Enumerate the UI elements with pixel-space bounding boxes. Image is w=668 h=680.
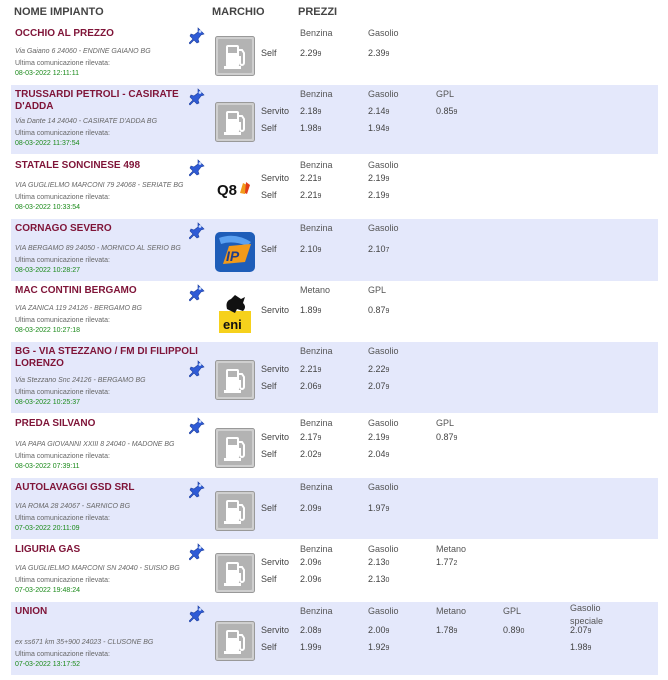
table-row[interactable] bbox=[11, 156, 658, 218]
fuel-type-header: Gasolio bbox=[368, 28, 399, 38]
fuel-type-header: Benzina bbox=[300, 89, 333, 99]
fuel-type-header: Gasolio speciale bbox=[570, 603, 604, 626]
station-address: VIA ZANICA 119 24126 - BERGAMO BG bbox=[15, 305, 142, 312]
last-communication-label: Ultima comunicazione rilevata: bbox=[15, 257, 110, 264]
table-row[interactable] bbox=[11, 24, 658, 84]
fuel-type-header: Benzina bbox=[300, 482, 333, 492]
map-pin-icon[interactable] bbox=[189, 417, 205, 435]
fuel-price: 1.789 bbox=[436, 625, 458, 635]
fuel-price: 2.049 bbox=[368, 449, 390, 459]
fuel-price: 2.199 bbox=[368, 190, 390, 200]
last-communication-label: Ultima comunicazione rilevata: bbox=[15, 651, 110, 658]
fuel-type-header: Metano bbox=[436, 544, 467, 554]
fuel-price: 0.859 bbox=[436, 106, 458, 116]
table-row[interactable] bbox=[11, 281, 658, 341]
fuel-price: 2.079 bbox=[368, 381, 390, 391]
service-type: Self bbox=[261, 381, 277, 391]
header-name: NOME IMPIANTO bbox=[14, 6, 104, 18]
fuel-type-header: Benzina bbox=[300, 606, 333, 616]
fuel-price: 2.149 bbox=[368, 106, 390, 116]
fuel-type-header: GPL bbox=[436, 89, 455, 99]
last-communication-date: 08-03-2022 10:33:54 bbox=[15, 204, 80, 211]
service-type: Servito bbox=[261, 432, 290, 442]
station-name[interactable]: OCCHIO AL PREZZO bbox=[15, 28, 114, 39]
station-address: Via Gaiano 6 24060 - ENDINE GAIANO BG bbox=[15, 48, 151, 55]
service-type: Self bbox=[261, 503, 277, 513]
last-communication-date: 07-03-2022 13:17:52 bbox=[15, 661, 80, 668]
fuel-type-header: Gasolio bbox=[368, 223, 399, 233]
fuel-type-header: Gasolio bbox=[368, 482, 399, 492]
station-name[interactable]: TRUSSARDI PETROLI - CASIRATE D'ADDA bbox=[15, 89, 179, 112]
fuel-price: 2.199 bbox=[368, 173, 390, 183]
fuel-type-header: Gasolio bbox=[368, 346, 399, 356]
last-communication-label: Ultima comunicazione rilevata: bbox=[15, 194, 110, 201]
last-communication-date: 08-03-2022 07:39:11 bbox=[15, 463, 80, 470]
last-communication-label: Ultima comunicazione rilevata: bbox=[15, 453, 110, 460]
station-name[interactable]: AUTOLAVAGGI GSD SRL bbox=[15, 482, 135, 493]
fuel-price: 2.069 bbox=[300, 381, 322, 391]
header-brand: MARCHIO bbox=[212, 6, 265, 18]
table-row[interactable] bbox=[11, 342, 658, 413]
eni-logo bbox=[215, 293, 255, 333]
service-type: Self bbox=[261, 642, 277, 652]
table-row[interactable] bbox=[11, 478, 658, 539]
fuel-price: 2.219 bbox=[300, 364, 322, 374]
fuel-price: 2.029 bbox=[300, 449, 322, 459]
svg-text:eni: eni bbox=[223, 317, 242, 332]
last-communication-date: 08-03-2022 10:27:18 bbox=[15, 327, 80, 334]
fuel-price: 2.099 bbox=[300, 503, 322, 513]
service-type: Self bbox=[261, 48, 277, 58]
fuel-type-header: Benzina bbox=[300, 28, 333, 38]
last-communication-date: 08-03-2022 11:37:54 bbox=[15, 140, 80, 147]
fuel-price: 2.219 bbox=[300, 173, 322, 183]
table-row[interactable] bbox=[11, 85, 658, 154]
last-communication-label: Ultima comunicazione rilevata: bbox=[15, 577, 110, 584]
table-header bbox=[0, 0, 668, 24]
map-pin-icon[interactable] bbox=[189, 27, 205, 45]
fuel-price: 2.009 bbox=[368, 625, 390, 635]
map-pin-icon[interactable] bbox=[189, 360, 205, 378]
fuel-price: 2.079 bbox=[570, 625, 592, 635]
generic-pump-icon bbox=[215, 553, 255, 593]
map-pin-icon[interactable] bbox=[189, 605, 205, 623]
service-type: Servito bbox=[261, 106, 290, 116]
last-communication-date: 08-03-2022 10:25:37 bbox=[15, 399, 80, 406]
fuel-price: 2.219 bbox=[300, 190, 322, 200]
fuel-price: 2.089 bbox=[300, 625, 322, 635]
last-communication-date: 08-03-2022 12:11:11 bbox=[15, 70, 79, 77]
fuel-price: 2.189 bbox=[300, 106, 322, 116]
table-row[interactable] bbox=[11, 414, 658, 477]
last-communication-label: Ultima comunicazione rilevata: bbox=[15, 130, 110, 137]
service-type: Self bbox=[261, 449, 277, 459]
last-communication-date: 08-03-2022 10:28:27 bbox=[15, 267, 80, 274]
fuel-price: 2.179 bbox=[300, 432, 322, 442]
map-pin-icon[interactable] bbox=[189, 88, 205, 106]
fuel-type-header: Benzina bbox=[300, 223, 333, 233]
fuel-type-header: Metano bbox=[436, 606, 467, 616]
station-name[interactable]: CORNAGO SEVERO bbox=[15, 223, 112, 234]
generic-pump-icon bbox=[215, 360, 255, 400]
last-communication-date: 07-03-2022 19:48:24 bbox=[15, 587, 80, 594]
generic-pump-icon bbox=[215, 428, 255, 468]
fuel-price: 2.096 bbox=[300, 574, 322, 584]
fuel-type-header: Benzina bbox=[300, 418, 333, 428]
station-address: VIA GUGLIELMO MARCONI 79 24068 - SERIATE BG bbox=[15, 182, 184, 189]
fuel-type-header: Benzina bbox=[300, 544, 333, 554]
fuel-type-header: Gasolio bbox=[368, 418, 399, 428]
fuel-price: 2.299 bbox=[300, 48, 322, 58]
fuel-price: 1.989 bbox=[300, 123, 322, 133]
ip-logo bbox=[215, 232, 255, 272]
fuel-price: 2.096 bbox=[300, 557, 322, 567]
service-type: Self bbox=[261, 574, 277, 584]
generic-pump-icon bbox=[215, 621, 255, 661]
svg-text:Q8: Q8 bbox=[217, 182, 238, 199]
station-name[interactable]: LIGURIA GAS bbox=[15, 544, 81, 555]
generic-pump-icon bbox=[215, 102, 255, 142]
svg-text:IP: IP bbox=[226, 248, 240, 264]
fuel-price: 0.879 bbox=[368, 305, 390, 315]
service-type: Self bbox=[261, 190, 277, 200]
q8-logo bbox=[215, 169, 255, 209]
fuel-price: 2.399 bbox=[368, 48, 390, 58]
fuel-price: 2.109 bbox=[300, 244, 322, 254]
generic-pump-icon bbox=[215, 491, 255, 531]
station-name[interactable]: MAC CONTINI BERGAMO bbox=[15, 285, 137, 296]
fuel-price: 1.949 bbox=[368, 123, 390, 133]
map-pin-icon[interactable] bbox=[189, 284, 205, 302]
map-pin-icon[interactable] bbox=[189, 159, 205, 177]
map-pin-icon[interactable] bbox=[189, 481, 205, 499]
station-address: VIA GUGLIELMO MARCONI SN 24040 - SUISIO BG bbox=[15, 565, 180, 572]
fuel-type-header: Gasolio bbox=[368, 544, 399, 554]
fuel-price: 2.199 bbox=[368, 432, 390, 442]
table-row[interactable] bbox=[11, 219, 658, 281]
fuel-type-header: GPL bbox=[436, 418, 455, 428]
fuel-price: 1.899 bbox=[300, 305, 322, 315]
last-communication-label: Ultima comunicazione rilevata: bbox=[15, 60, 110, 67]
station-address: VIA ROMA 28 24067 - SARNICO BG bbox=[15, 503, 131, 510]
service-type: Servito bbox=[261, 625, 290, 635]
station-name[interactable]: UNION bbox=[15, 606, 48, 617]
fuel-price: 0.890 bbox=[503, 625, 525, 635]
fuel-price: 1.929 bbox=[368, 642, 390, 652]
fuel-type-header: Gasolio bbox=[368, 160, 399, 170]
fuel-type-header: Gasolio bbox=[368, 89, 399, 99]
map-pin-icon[interactable] bbox=[189, 543, 205, 561]
station-address: ex ss671 km 35+900 24023 - CLUSONE BG bbox=[15, 639, 154, 646]
fuel-price: 2.130 bbox=[368, 557, 390, 567]
service-type: Servito bbox=[261, 364, 290, 374]
fuel-type-header: Metano bbox=[300, 285, 331, 295]
last-communication-date: 07-03-2022 20:11:09 bbox=[15, 525, 80, 532]
last-communication-label: Ultima comunicazione rilevata: bbox=[15, 389, 110, 396]
fuel-type-header: Benzina bbox=[300, 346, 333, 356]
fuel-type-header: GPL bbox=[503, 606, 522, 616]
station-address: Via Dante 14 24040 - CASIRATE D'ADDA BG bbox=[15, 118, 158, 125]
fuel-price: 1.772 bbox=[436, 557, 458, 567]
service-type: Self bbox=[261, 244, 277, 254]
station-name[interactable]: BG - VIA STEZZANO / FM DI FILIPPOLI LORENZO bbox=[15, 346, 198, 369]
fuel-price: 2.107 bbox=[368, 244, 390, 254]
station-address: Via Stezzano Snc 24126 - BERGAMO BG bbox=[15, 377, 146, 384]
last-communication-label: Ultima comunicazione rilevata: bbox=[15, 515, 110, 522]
station-address: VIA PAPA GIOVANNI XXIII 8 24040 - MADONE BG bbox=[15, 441, 175, 448]
station-name[interactable]: PREDA SILVANO bbox=[15, 418, 96, 429]
table-row[interactable] bbox=[11, 540, 658, 601]
fuel-price: 2.130 bbox=[368, 574, 390, 584]
fuel-type-header: Gasolio bbox=[368, 606, 399, 616]
fuel-price: 1.999 bbox=[300, 642, 322, 652]
fuel-price: 1.979 bbox=[368, 503, 390, 513]
fuel-type-header: Benzina bbox=[300, 160, 333, 170]
generic-pump-icon bbox=[215, 36, 255, 76]
header-prices: PREZZI bbox=[298, 6, 338, 18]
service-type: Servito bbox=[261, 557, 290, 567]
table-row[interactable] bbox=[11, 602, 658, 675]
fuel-price: 0.879 bbox=[436, 432, 458, 442]
fuel-type-header: GPL bbox=[368, 285, 387, 295]
service-type: Self bbox=[261, 123, 277, 133]
last-communication-label: Ultima comunicazione rilevata: bbox=[15, 317, 110, 324]
station-name[interactable]: STATALE SONCINESE 498 bbox=[15, 160, 141, 171]
map-pin-icon[interactable] bbox=[189, 222, 205, 240]
station-address: VIA BERGAMO 89 24050 - MORNICO AL SERIO BG bbox=[15, 245, 181, 252]
fuel-price: 2.229 bbox=[368, 364, 390, 374]
fuel-price: 1.989 bbox=[570, 642, 592, 652]
service-type: Servito bbox=[261, 305, 290, 315]
service-type: Servito bbox=[261, 173, 290, 183]
